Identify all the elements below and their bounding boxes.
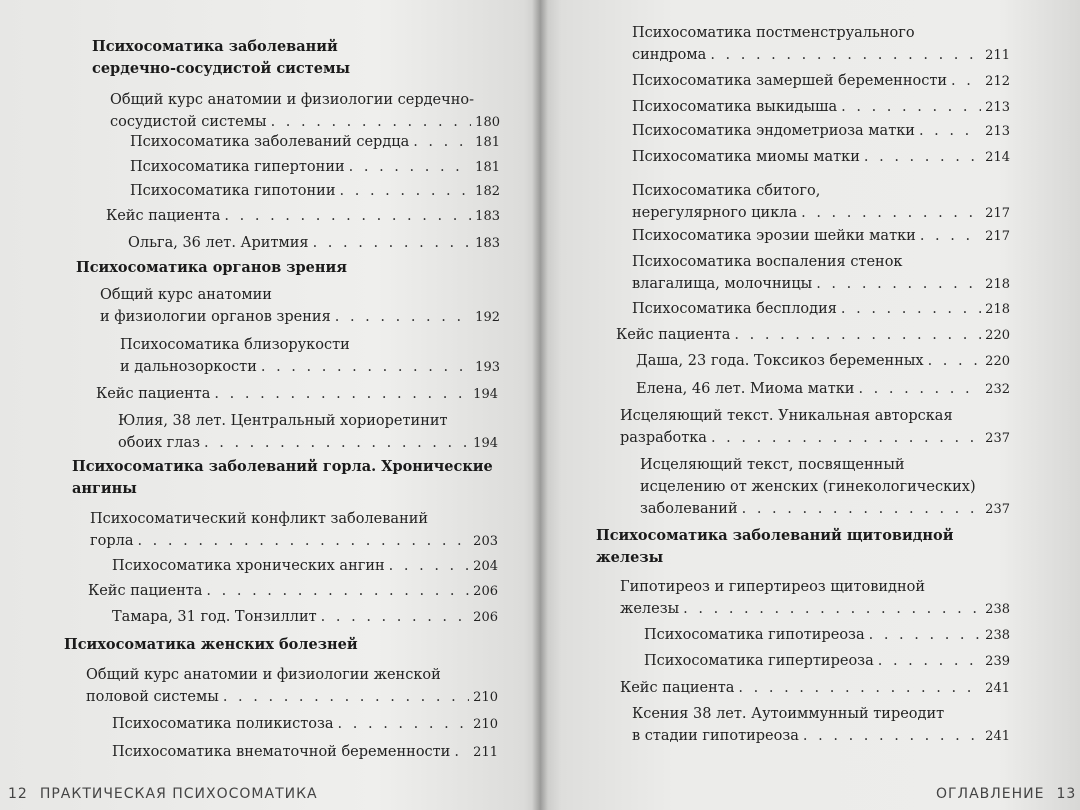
- dot-leader: [710, 44, 981, 66]
- toc-entry-title: и дальнозоркости: [120, 359, 257, 375]
- dot-leader: [389, 555, 470, 577]
- toc-entry-last-line: [632, 44, 1010, 67]
- toc-entry: [112, 555, 498, 578]
- toc-entry-title: Психосоматика близорукости: [120, 337, 350, 353]
- toc-section-heading: [72, 456, 492, 500]
- toc-heading-line: Психосоматика заболеваний горла. Хронические: [72, 458, 493, 475]
- toc-entry: [112, 606, 498, 629]
- toc-page-number: 183: [475, 209, 500, 224]
- toc-entry: [112, 713, 498, 736]
- toc-entry-title: Психосоматика эрозии шейки матки: [632, 228, 916, 244]
- toc-entry-title: Кейс пациента: [620, 680, 735, 696]
- toc-entry-title: нерегулярного цикла: [632, 205, 798, 221]
- toc-entry-last-line: [96, 383, 498, 406]
- toc-entry-title: Психосоматика бесплодия: [632, 301, 837, 317]
- dot-leader: [683, 598, 981, 620]
- dot-leader: [313, 232, 472, 254]
- toc-entry-title: синдрома: [632, 47, 707, 63]
- dot-leader: [223, 686, 469, 708]
- left-page-number: 12: [8, 786, 28, 802]
- toc-entry-title: и физиологии органов зрения: [100, 309, 331, 325]
- toc-entry: [644, 624, 1010, 647]
- toc-page-number: 203: [473, 534, 498, 549]
- toc-section-heading: [92, 36, 351, 80]
- toc-entry: [100, 284, 500, 329]
- toc-entry-title: Психосоматика сбитого,: [632, 183, 821, 199]
- toc-heading-line: Психосоматика органов зрения: [76, 259, 347, 276]
- toc-heading-line: Психосоматика заболеваний: [92, 38, 338, 55]
- toc-page-number: 217: [985, 229, 1010, 244]
- toc-entry-last-line: [620, 677, 1010, 700]
- toc-entry-last-line: [632, 146, 1010, 169]
- toc-page-number: 180: [475, 115, 500, 130]
- toc-entry: [96, 383, 498, 406]
- toc-entry-last-line: [636, 350, 1010, 373]
- dot-leader: [928, 350, 982, 372]
- toc-entry-title: сосудистой системы: [110, 114, 267, 130]
- toc-entry-last-line: [632, 70, 1010, 93]
- toc-entry-title: Ольга, 36 лет. Аритмия: [128, 235, 309, 251]
- toc-page-number: 210: [473, 717, 498, 732]
- right-page-number: 13: [1056, 786, 1077, 802]
- toc-entry-title: Психосоматика заболеваний сердца: [130, 134, 410, 150]
- toc-entry-title: Общий курс анатомии и физиологии сердечно-: [110, 92, 475, 108]
- toc-entry: [620, 576, 1010, 621]
- left-page-footer: [8, 786, 318, 802]
- toc-entry: [90, 508, 498, 553]
- toc-entry-title: Психосоматика гипертиреоза: [644, 653, 874, 669]
- toc-entry: [632, 225, 1010, 248]
- toc-entry: [120, 334, 500, 379]
- dot-leader: [734, 324, 981, 346]
- toc-entry: [636, 378, 1010, 401]
- toc-entry-last-line: [112, 555, 498, 578]
- toc-entry-title: половой системы: [86, 689, 219, 705]
- toc-entry-title: Психосоматика воспаления стенок: [632, 254, 903, 270]
- toc-entry-last-line: [632, 96, 1010, 119]
- toc-entry-title: железы: [620, 601, 680, 617]
- toc-entry-last-line: [632, 273, 1010, 296]
- toc-entry-last-line: [620, 427, 1010, 450]
- toc-entry-last-line: [130, 156, 500, 179]
- toc-page-number: 204: [473, 559, 498, 574]
- dot-leader: [261, 356, 471, 378]
- toc-entry-title: Юлия, 38 лет. Центральный хориоретинит: [118, 413, 448, 429]
- toc-entry-title: влагалища, молочницы: [632, 276, 813, 292]
- toc-heading-line: железы: [596, 549, 664, 566]
- toc-entry-title: Тамара, 31 год. Тонзиллит: [112, 609, 317, 625]
- toc-heading-line: Психосоматика женских болезней: [64, 636, 358, 653]
- toc-entry-title: в стадии гипотиреоза: [632, 728, 799, 744]
- toc-entry: [130, 156, 500, 179]
- toc-page-number: 194: [473, 436, 498, 451]
- toc-page-number: 206: [473, 610, 498, 625]
- toc-page-number: 212: [985, 74, 1010, 89]
- toc-entry-title: Ксения 38 лет. Аутоиммунный тиреодит: [632, 706, 945, 722]
- toc-entry-last-line: [120, 356, 500, 379]
- toc-entry: [616, 324, 1010, 347]
- toc-entry-title: Общий курс анатомии и физиологии женской: [86, 667, 441, 683]
- toc-entry-last-line: [118, 432, 498, 455]
- toc-page-number: 241: [985, 729, 1010, 744]
- toc-entry: [110, 89, 500, 134]
- toc-entry-title: Исцеляющий текст, посвященный: [640, 457, 905, 473]
- toc-entry-title: Кейс пациента: [616, 327, 731, 343]
- dot-leader: [338, 713, 470, 735]
- toc-page-number: 220: [985, 354, 1010, 369]
- toc-entry-last-line: [90, 530, 498, 553]
- dot-leader: [224, 205, 471, 227]
- toc-entry-title: Психосоматика постменструального: [632, 25, 915, 41]
- dot-leader: [858, 378, 981, 400]
- toc-entry-last-line: [106, 205, 500, 228]
- right-page-footer: [936, 786, 1076, 802]
- toc-entry-title: разработка: [620, 430, 707, 446]
- dot-leader: [321, 606, 470, 628]
- toc-page-number: 239: [985, 654, 1010, 669]
- toc-entry-title: Общий курс анатомии: [100, 287, 272, 303]
- toc-entry: [632, 251, 1010, 296]
- toc-entry-title: обоих глаз: [118, 435, 201, 451]
- toc-entry-title: Психосоматика хронических ангин: [112, 558, 385, 574]
- toc-entry-title: исцелению от женских (гинекологических): [640, 479, 976, 495]
- dot-leader: [920, 225, 981, 247]
- toc-entry: [130, 131, 500, 154]
- toc-entry: [106, 205, 500, 228]
- toc-page-number: 213: [985, 124, 1010, 139]
- toc-page-number: 217: [985, 206, 1010, 221]
- toc-entry: [636, 350, 1010, 373]
- dot-leader: [137, 530, 469, 552]
- toc-entry-title: Психосоматика гипотонии: [130, 183, 336, 199]
- toc-entry: [632, 298, 1010, 321]
- dot-leader: [951, 70, 981, 92]
- toc-heading-line: Психосоматика заболеваний щитовидной: [596, 527, 954, 544]
- dot-leader: [204, 432, 469, 454]
- toc-entry: [620, 405, 1010, 450]
- toc-page-number: 213: [985, 100, 1010, 115]
- toc-entry-last-line: [112, 741, 498, 764]
- toc-entry-last-line: [636, 378, 1010, 401]
- toc-section-heading: [596, 525, 956, 569]
- toc-page-number: 183: [475, 236, 500, 251]
- toc-entry-last-line: [616, 324, 1010, 347]
- toc-entry-last-line: [620, 598, 1010, 621]
- toc-page-number: 210: [473, 690, 498, 705]
- toc-entry: [632, 703, 1010, 748]
- toc-page-number: 181: [475, 160, 500, 175]
- toc-entry-last-line: [632, 202, 1010, 225]
- toc-entry-title: Гипотиреоз и гипертиреоз щитовидной: [620, 579, 926, 595]
- dot-leader: [738, 677, 981, 699]
- dot-leader: [742, 498, 982, 520]
- dot-leader: [349, 156, 472, 178]
- toc-entry-last-line: [632, 120, 1010, 143]
- toc-entry: [620, 677, 1010, 700]
- toc-entry-last-line: [130, 180, 500, 203]
- toc-entry-title: Кейс пациента: [106, 208, 221, 224]
- dot-leader: [919, 120, 981, 142]
- toc-entry: [644, 650, 1010, 673]
- dot-leader: [413, 131, 471, 153]
- toc-page-number: 211: [985, 48, 1010, 63]
- toc-entry-title: Кейс пациента: [96, 386, 211, 402]
- right-page: [540, 0, 1080, 810]
- toc-entry: [118, 410, 498, 455]
- right-running-title: ОГЛАВЛЕНИЕ: [936, 786, 1045, 802]
- toc-entry: [632, 70, 1010, 93]
- dot-leader: [864, 146, 981, 168]
- toc-entry: [112, 741, 498, 764]
- dot-leader: [801, 202, 981, 224]
- dot-leader: [841, 298, 981, 320]
- toc-entry-last-line: [130, 131, 500, 154]
- toc-entry: [632, 120, 1010, 143]
- toc-entry-title: Психосоматический конфликт заболеваний: [90, 511, 429, 527]
- left-running-title: ПРАКТИЧЕСКАЯ ПСИХОСОМАТИКА: [39, 786, 318, 802]
- toc-entry-title: Даша, 23 года. Токсикоз беременных: [636, 353, 924, 369]
- toc-page-number: 237: [985, 431, 1010, 446]
- toc-entry-last-line: [86, 686, 498, 709]
- toc-page-number: 218: [985, 277, 1010, 292]
- toc-entry-last-line: [632, 225, 1010, 248]
- toc-entry: [632, 96, 1010, 119]
- toc-page-number: 238: [985, 628, 1010, 643]
- right-toc: [540, 0, 1080, 810]
- toc-page-number: 232: [985, 382, 1010, 397]
- toc-entry-last-line: [644, 650, 1010, 673]
- toc-entry-title: Психосоматика замершей беременности: [632, 73, 948, 89]
- toc-entry-title: заболеваний: [640, 501, 738, 517]
- toc-page-number: 206: [473, 584, 498, 599]
- toc-entry-title: Психосоматика гипотиреоза: [644, 627, 865, 643]
- toc-page-number: 220: [985, 328, 1010, 343]
- toc-page-number: 211: [473, 745, 498, 760]
- toc-entry-title: Елена, 46 лет. Миома матки: [636, 381, 855, 397]
- toc-entry-title: Психосоматика выкидыша: [632, 99, 838, 115]
- dot-leader: [878, 650, 981, 672]
- dot-leader: [803, 725, 981, 747]
- toc-entry-title: Психосоматика внематочной беременности: [112, 744, 451, 760]
- toc-entry: [640, 454, 1010, 521]
- dot-leader: [335, 306, 471, 328]
- dot-leader: [454, 741, 469, 763]
- toc-entry-last-line: [632, 725, 1010, 748]
- toc-heading-line: сердечно-сосудистой системы: [92, 60, 351, 77]
- toc-entry-last-line: [112, 713, 498, 736]
- toc-entry: [128, 232, 500, 255]
- toc-page-number: 238: [985, 602, 1010, 617]
- toc-entry-title: Психосоматика поликистоза: [112, 716, 334, 732]
- toc-page-number: 181: [475, 135, 500, 150]
- dot-leader: [869, 624, 982, 646]
- toc-entry: [632, 22, 1010, 67]
- toc-entry-last-line: [100, 306, 500, 329]
- toc-page-number: 194: [473, 387, 498, 402]
- dot-leader: [271, 111, 472, 133]
- toc-page-number: 218: [985, 302, 1010, 317]
- dot-leader: [340, 180, 472, 202]
- toc-entry-title: Психосоматика миомы матки: [632, 149, 860, 165]
- toc-heading-line: ангины: [72, 480, 137, 497]
- toc-entry-last-line: [632, 298, 1010, 321]
- toc-entry: [130, 180, 500, 203]
- dot-leader: [841, 96, 981, 118]
- toc-entry-last-line: [644, 624, 1010, 647]
- toc-entry-last-line: [88, 580, 498, 603]
- toc-page-number: 182: [475, 184, 500, 199]
- toc-section-heading: [64, 634, 484, 656]
- toc-page-number: 193: [475, 360, 500, 375]
- toc-entry-title: Исцеляющий текст. Уникальная авторская: [620, 408, 953, 424]
- toc-page-number: 241: [985, 681, 1010, 696]
- dot-leader: [816, 273, 981, 295]
- toc-entry-title: Кейс пациента: [88, 583, 203, 599]
- toc-entry-last-line: [640, 498, 1010, 521]
- toc-entry-title: горла: [90, 533, 134, 549]
- dot-leader: [214, 383, 469, 405]
- toc-entry-last-line: [128, 232, 500, 255]
- toc-entry: [86, 664, 498, 709]
- dot-leader: [711, 427, 981, 449]
- toc-page-number: 237: [985, 502, 1010, 517]
- toc-entry-title: Психосоматика гипертонии: [130, 159, 345, 175]
- toc-entry: [88, 580, 498, 603]
- toc-entry: [632, 146, 1010, 169]
- toc-entry: [632, 180, 1010, 225]
- toc-entry-title: Психосоматика эндометриоза матки: [632, 123, 915, 139]
- toc-section-heading: [76, 257, 466, 279]
- dot-leader: [206, 580, 469, 602]
- toc-page-number: 214: [985, 150, 1010, 165]
- toc-entry-last-line: [112, 606, 498, 629]
- toc-page-number: 192: [475, 310, 500, 325]
- book-gutter: [532, 0, 548, 810]
